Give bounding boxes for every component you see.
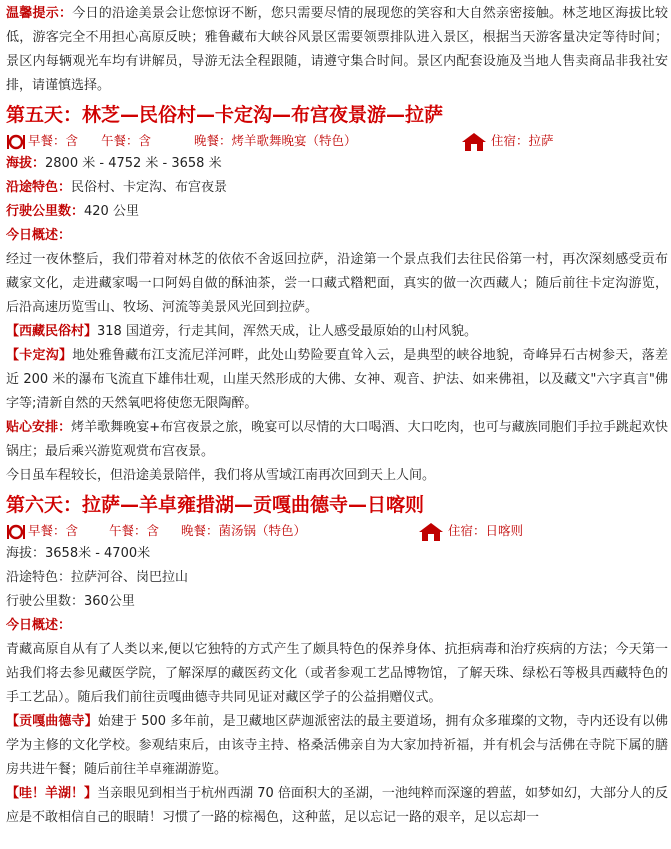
day6-spot2-tag: 【哇！羊湖！】 xyxy=(6,786,98,801)
day6-meals-row xyxy=(6,520,668,542)
day6-spot2 xyxy=(6,782,668,830)
day6-breakfast: 早餐：含 xyxy=(28,523,79,538)
day6-features: 沿途特色：拉萨河谷、岗巴拉山 xyxy=(6,570,189,585)
day5-overview-label: 今日概述： xyxy=(6,228,72,243)
day6-title: 第六天：拉萨—羊卓雍措湖—贡嘎曲德寺—日喀则 xyxy=(6,494,425,516)
house-icon xyxy=(461,130,487,152)
day5-spot2 xyxy=(6,344,668,416)
day5-features: 民俗村、卡定沟、布宫夜景 xyxy=(71,180,228,195)
day5-altitude-label: 海拔： xyxy=(6,156,46,171)
day5-title: 第五天：林芝—民俗村—卡定沟—布宫夜景游—拉萨 xyxy=(6,104,444,126)
day5-closing: 今日虽车程较长，但沿途美景陪伴，我们将从雪域江南再次回到天上人间。 xyxy=(6,468,436,483)
day5-distance-label: 行驶公里数： xyxy=(6,204,85,219)
day5-altitude-row xyxy=(6,152,668,176)
day5-spot2-tag: 【卡定沟】 xyxy=(6,348,73,363)
day5-stay: 住宿：拉萨 xyxy=(491,133,554,148)
day5-spot1 xyxy=(6,320,668,344)
fork-knife-icon xyxy=(6,520,26,542)
day5-spot2-text: 地处雅鲁藏布江支流尼洋河畔，此处山势险要直耸入云，是典型的峡谷地貌，奇峰异石古树参天，落差近 200 米的瀑布飞流直下雄伟壮观，山崖天然形成的大佛、女神、观音、护法、如来佛祖，以及藏文"六字真言"佛字等;清新自然的天然氧吧将使您无限陶醉。 xyxy=(6,348,668,411)
day6-stay: 住宿：日喀则 xyxy=(448,523,524,538)
day5-dinner: 晚餐：烤羊歌舞晚宴（特色） xyxy=(194,133,357,148)
day6-altitude: 海拔：3658米 - 4700米 xyxy=(6,546,151,561)
day5-distance: 420 公里 xyxy=(84,204,139,219)
day5-tip xyxy=(6,416,668,464)
day5-tip-label: 贴心安排： xyxy=(6,420,72,435)
day5-features-label: 沿途特色： xyxy=(6,180,72,195)
day5-distance-row xyxy=(6,200,668,224)
day6-lunch: 午餐：含 xyxy=(109,523,160,538)
day6-spot1 xyxy=(6,710,668,782)
day5-breakfast: 早餐：含 xyxy=(28,133,79,148)
day5-tip-text: 烤羊歌舞晚宴+布宫夜景之旅，晚宴可以尽情的大口喝酒、大口吃肉，也可与藏族同胞们手拉手跳起欢快锅庄；最后乘兴游览观赏布宫夜景。 xyxy=(6,420,668,459)
day5-lunch: 午餐：含 xyxy=(101,133,152,148)
intro-paragraph xyxy=(6,2,668,98)
day6-spot2-text: 当亲眼见到相当于杭州西湖 70 倍面积大的圣湖，一池纯粹而深邃的碧蓝，如梦如幻，大部分人的反应是不敢相信自己的眼睛！习惯了一路的棕褐色，这种蓝，足以忘记一路的艰辛，足以忘却一 xyxy=(6,786,668,825)
day6-dinner: 晚餐：菌汤锅（特色） xyxy=(181,523,307,538)
intro-text: 今日的沿途美景会让您惊讶不断，您只需要尽情的展现您的笑容和大自然亲密接触。林芝地区海拔比较低，游客完全不用担心高原反映；雅鲁藏布大峡谷风景区需要领票排队进入景区，根据当天游客量决定等待时间；景区内每辆观光车均有讲解员，导游无法全程跟随，请遵守集合时间。景区内配套设施及当地人售卖商品非我社安排，请谨慎选择。 xyxy=(6,6,668,93)
day5-altitude: 2800 米 - 4752 米 - 3658 米 xyxy=(45,156,222,171)
day5-features-row xyxy=(6,176,668,200)
house-icon xyxy=(418,520,444,542)
day6-overview: 青藏高原自从有了人类以来,便以它独特的方式产生了颇具特色的保养身体、抗拒病毒和治疗疾病的方法；今天第一站我们将去参见藏医学院，了解深厚的藏医药文化（或者参观工艺品博物馆，了解天珠、绿松石等极具西藏特色的手工艺品）。随后我们前往贡嘎曲德寺共同见证对藏区学子的公益捐赠仪式。 xyxy=(6,642,668,705)
fork-knife-icon xyxy=(6,130,26,152)
day6-spot1-tag: 【贡嘎曲德寺】 xyxy=(6,714,98,729)
day5-spot1-tag: 【西藏民俗村】 xyxy=(6,324,98,339)
day6-distance: 行驶公里数：360公里 xyxy=(6,594,135,609)
day5-spot1-text: 318 国道旁，行走其间，浑然天成，让人感受最原始的山村风貌。 xyxy=(97,324,477,339)
intro-label: 温馨提示： xyxy=(6,6,73,21)
day6-overview-label: 今日概述： xyxy=(6,618,72,633)
day5-overview: 经过一夜休整后，我们带着对林芝的依依不舍返回拉萨，沿途第一个景点我们去往民俗第一村，再次深刻感受贡布藏家文化，走进藏家喝一口阿妈自做的酥油茶，尝一口藏式糌粑面，真实的做一次西藏人；随后前往卡定沟游览，后沿高速历览雪山、牧场、河流等美景风光回到拉萨。 xyxy=(6,252,668,315)
day6-spot1-text: 始建于 500 多年前，是卫藏地区萨迦派密法的最主要道场，拥有众多璀璨的文物，寺内还设有以佛学为主修的文化学校。参观结束后，由该寺主持、格桑活佛亲自为大家加持祈福，并有机会与活佛在寺院下属的膳房共进午餐；随后前往羊卓雍湖游览。 xyxy=(6,714,668,777)
day5-meals-row xyxy=(6,130,668,152)
